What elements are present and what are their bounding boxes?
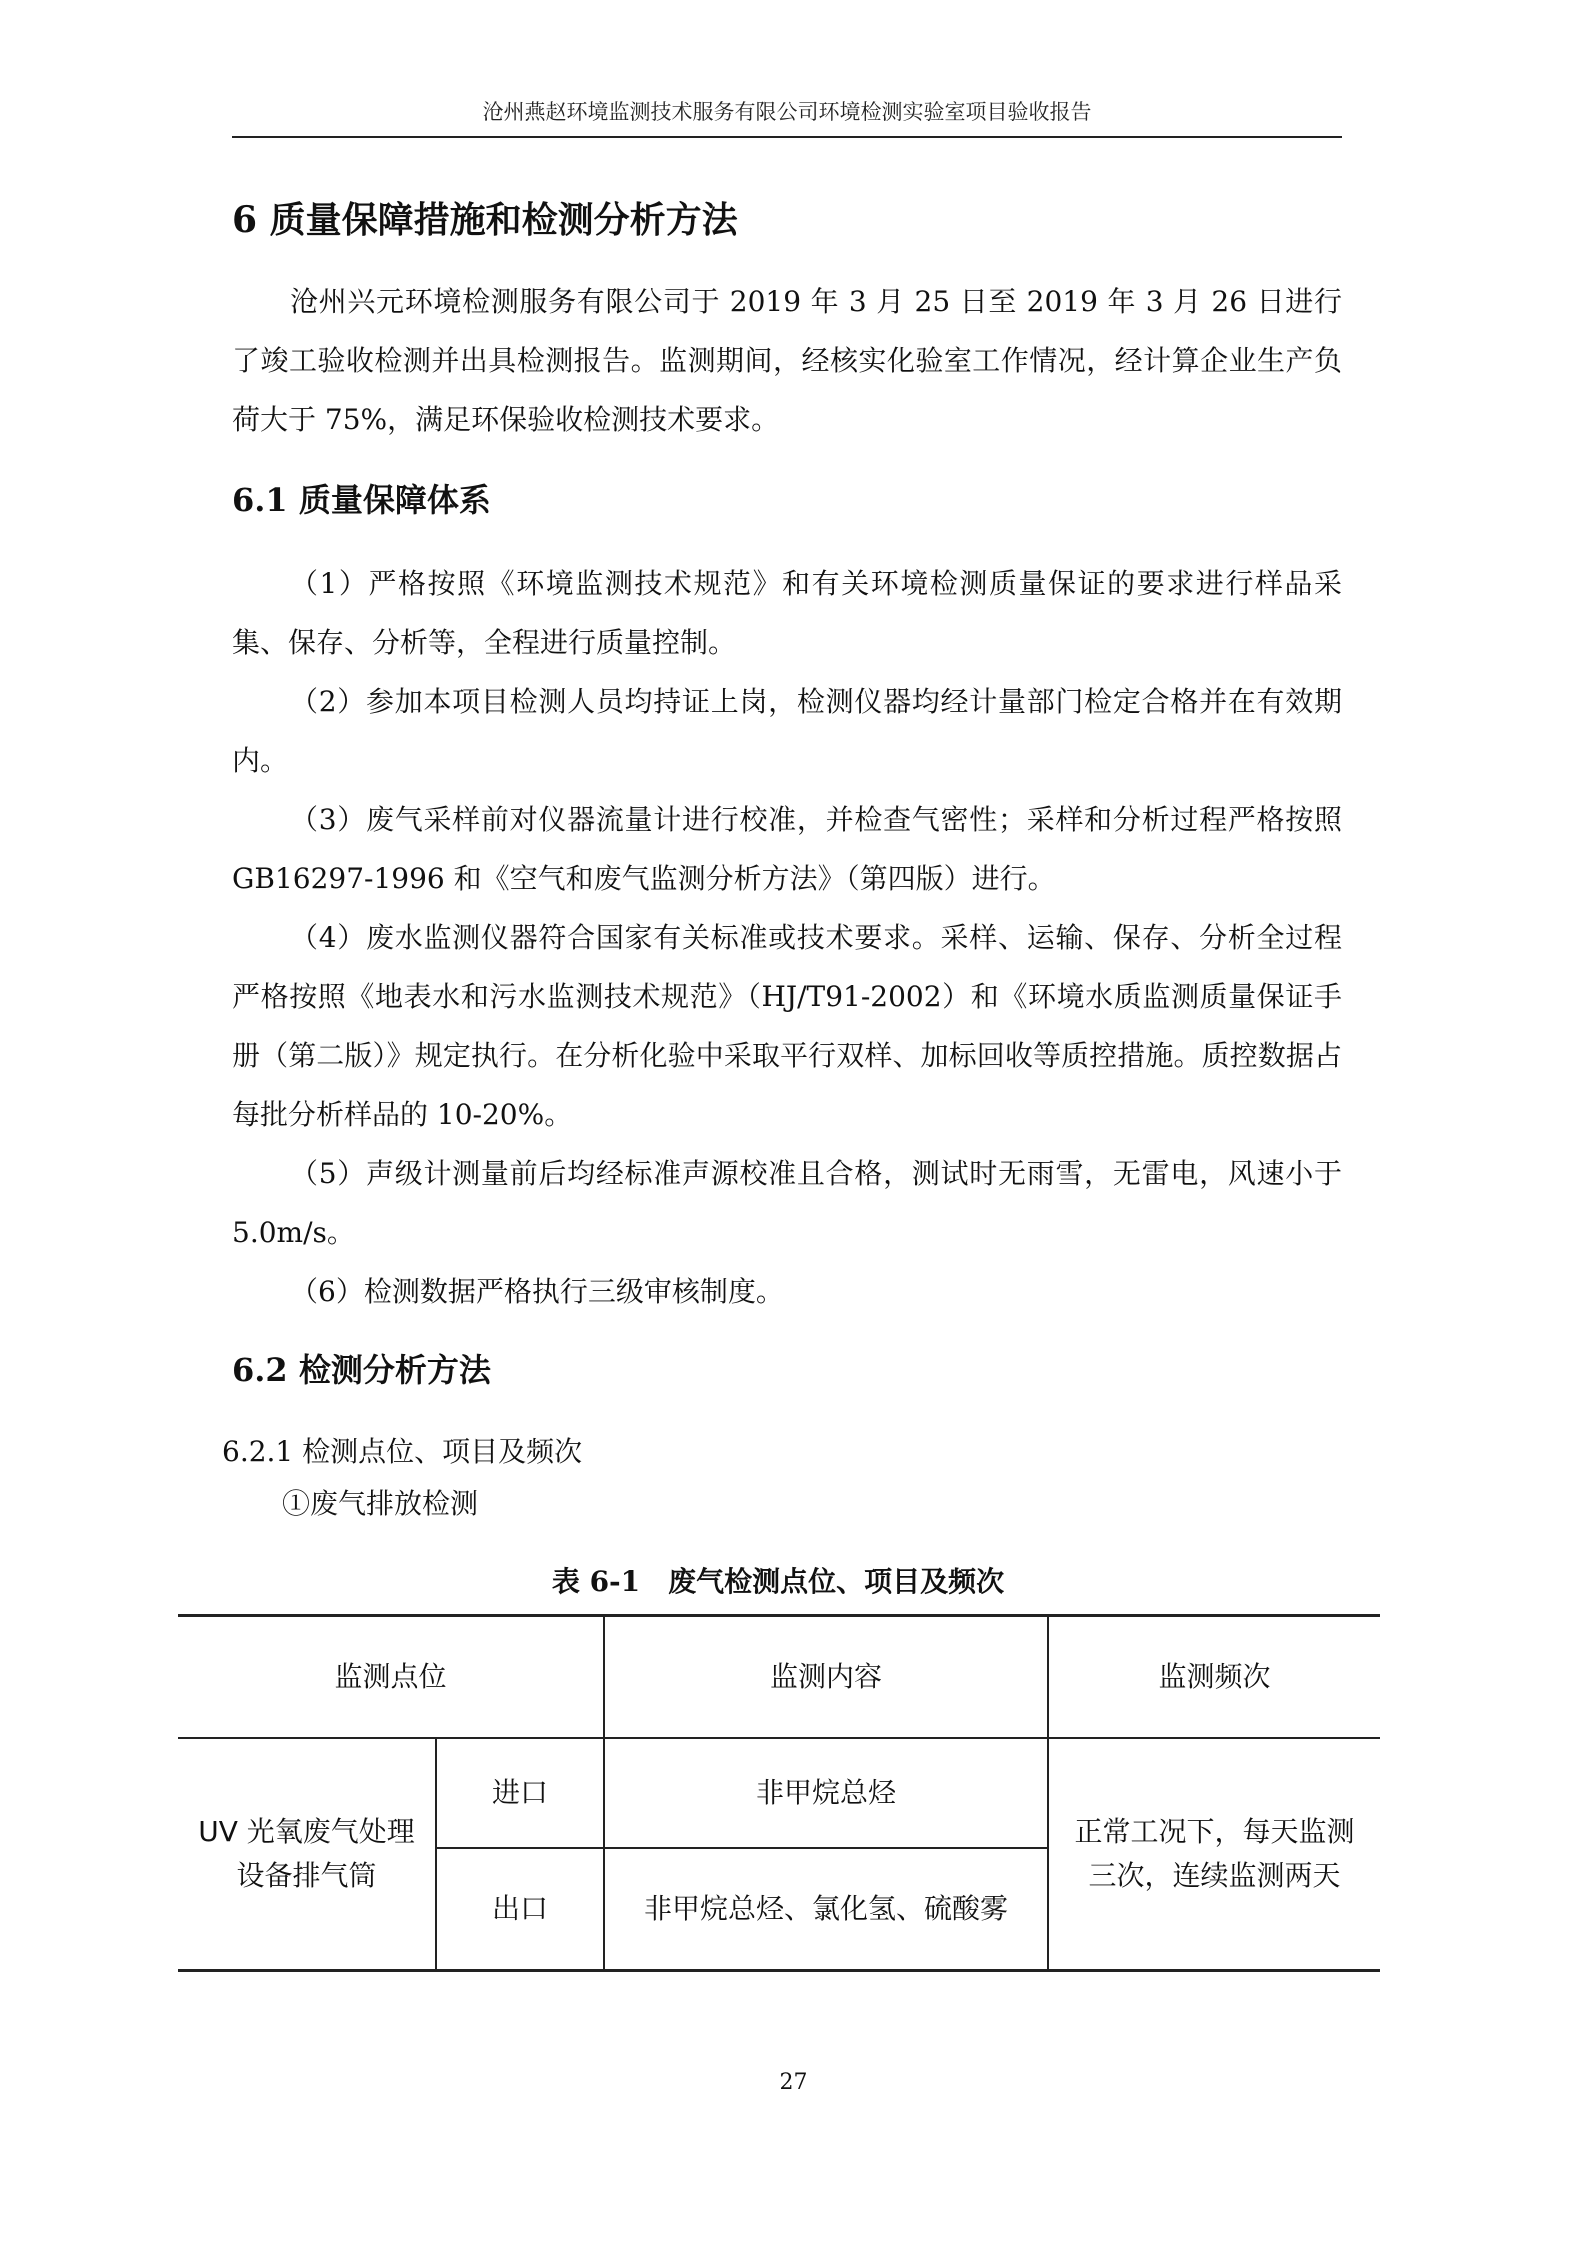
frequency-cell: 正常工况下，每天监测三次，连续监测两天 <box>1048 1738 1380 1971</box>
page-header: 沧州燕赵环境监测技术服务有限公司环境检测实验室项目验收报告 <box>232 98 1342 138</box>
quality-item-2: （2）参加本项目检测人员均持证上岗，检测仪器均经计量部门检定合格并在有效期内。 <box>232 685 1342 777</box>
section-6-2-heading: 6.2 检测分析方法 <box>232 1351 491 1389</box>
section-6-2-1-heading: 6.2.1 检测点位、项目及频次 <box>222 1435 583 1468</box>
header-monitoring-content: 监测内容 <box>604 1616 1048 1739</box>
quality-item-5: （5）声级计测量前后均经标准声源校准且合格，测试时无雨雪，无雷电，风速小于 5.0m/s。 <box>232 1157 1342 1249</box>
content-cell: 非甲烷总烃、氯化氢、硫酸雾 <box>604 1848 1048 1971</box>
exhaust-gas-item-label: ①废气排放检测 <box>282 1487 479 1520</box>
table-header-row <box>178 1616 1380 1739</box>
section-6-1-heading: 6.1 质量保障体系 <box>232 481 491 519</box>
section-6-intro: 沧州兴元环境检测服务有限公司于 2019 年 3 月 25 日至 2019 年 3 月 26 日进行了竣工验收检测并出具检测报告。监测期间，经核实化验室工作情况，经计算企业生产负荷大于 75%，满足环保验收检测技术要求。 <box>232 285 1342 436</box>
quality-item-3: （3）废气采样前对仪器流量计进行校准，并检查气密性；采样和分析过程严格按照 GB16297-1996 和《空气和废气监测分析方法》（第四版）进行。 <box>232 803 1342 895</box>
table-row <box>178 1738 1380 1848</box>
header-monitoring-point: 监测点位 <box>178 1616 604 1739</box>
quality-item-1: （1）严格按照《环境监测技术规范》和有关环境检测质量保证的要求进行样品采集、保存、分析等，全程进行质量控制。 <box>232 567 1342 659</box>
table-6-1 <box>178 1614 1380 1972</box>
quality-item-4: （4）废水监测仪器符合国家有关标准或技术要求。采样、运输、保存、分析全过程严格按照《地表水和污水监测技术规范》（HJ/T91-2002）和《环境水质监测质量保证手册（第二版）》规定执行。在分析化验中采取平行双样、加标回收等质控措施。质控数据占每批分析样品的 10-20%。 <box>232 921 1342 1131</box>
page-number: 27 <box>779 2070 808 2095</box>
monitoring-point-cell: UV 光氧废气处理设备排气筒 <box>178 1738 436 1971</box>
location-cell: 进口 <box>436 1738 604 1848</box>
header-monitoring-frequency: 监测频次 <box>1048 1616 1380 1739</box>
content-cell: 非甲烷总烃 <box>604 1738 1048 1848</box>
table-6-1-caption: 表 6-1 废气检测点位、项目及频次 <box>551 1565 1005 1598</box>
location-cell: 出口 <box>436 1848 604 1971</box>
quality-item-6: （6）检测数据严格执行三级审核制度。 <box>290 1275 784 1308</box>
section-6-heading: 6 质量保障措施和检测分析方法 <box>232 199 738 241</box>
